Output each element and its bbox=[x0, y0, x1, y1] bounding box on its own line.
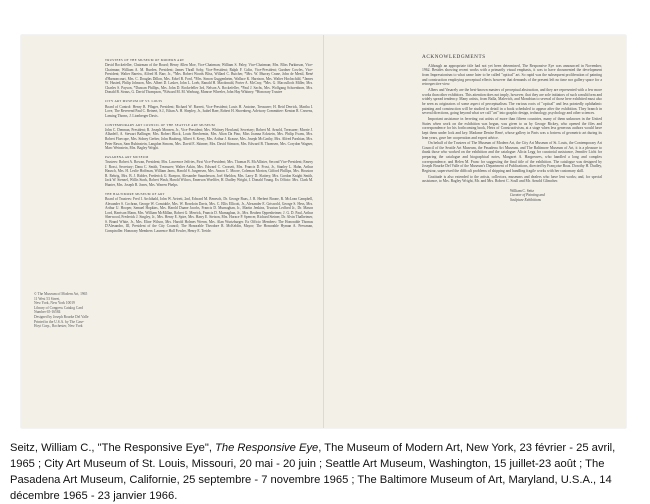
copyright-line: Printed in the U.S.A. by The Case- bbox=[34, 319, 85, 324]
acknowledgments-block bbox=[422, 55, 602, 202]
signature-title bbox=[510, 193, 602, 202]
section-body: Board of Trustees: Fred I. Archibald, John W. Avirett, 2nd, Edward M. Benesch, Dr. George Boas, J. R. Herbert Boone, R. McLean Campbell, Alexander S. Cochran, George W. Constable, Mrs. W. Bowdoin Davis, Mrs. C. Ellis Ellicott, Jr., Alexander E. Griswold, George S. Hess, Mrs. Arthur U. Hooper, Samuel Hopkins, Mrs. Harold Duane Jacobs, Francis D. Murnaghan, Jr., Martin Jenkins, Truxtun Ledford Jr., Dr. Mason Lord, Harrison Mann, Mrs. William McMillan, Robert G. Merrick, Francis D. Murnaghan, Jr., Mrs. Reuben Oppenheimer, J. G. D. Paul, Arthur Sherwood, Frederick J. Singley, Jr., Mrs. Henry E. Spire, Mrs. Harry E. Stetson, Mrs. Horace P. Spencer, Richard Steiner, Dr. Alvin Thalheimer, S. Brand White, Jr., Mrs. Eline Wilson, Mrs. Harold Holmes Wrenn, Mrs. Alan Wurtzburger. Ex Officio Members: The Honorable Thomas D'Alesandro, III, President of the City Council; The Honorable Theodore R. McKeldin, Mayor; The Honorable Hyman A. Pressman, Comptroller. Honorary Members: Laurence Hall Fowler, Henry E. Treide. bbox=[105, 197, 313, 234]
trustees-section-pasadena bbox=[105, 155, 313, 187]
section-heading: CONTEMPORARY ART COUNCIL OF THE SEATTLE ART MUSEUM bbox=[105, 122, 215, 127]
trustees-section-moma bbox=[105, 58, 313, 95]
right-page bbox=[324, 35, 626, 428]
caption-title-italic: The Responsive Eye bbox=[215, 442, 319, 454]
section-body: Trustees: Robert A. Rowan, President; Mrs. Lawrence Jeffries, First Vice-President; Mrs. Thomas B. McAllister, Second Vice-President; Emery J. Rossi, Secretary; Dana C. Smith, Treasurer; Walter Askin, Mrs. Edward C. Crossett, Mrs. Francis D. Frost, Jr., Stanley L. Hahn, Arthur Hausch, Mrs. H. Leslie Hoffman, William Janss, Harold S. Jurgensen, Mrs. Anson C. Moore, Coleman Morton, Gifford Phillips, Mrs. Houston R. Rehrig, Mrs. B. J. Ridder, Frederick G. Runyon, Alexander Saunderson, Joel Sheldon, Mrs. Larry D. Slattery, Mrs. Gordon Knight Smith, Jack W. Stenzel, Willis Stork, Robert Wash, Harold Wilcox, Emerson Woelffer, H. Dudley Wright, J. Donald Young. Ex Officio: Mrs. Clark M. Hunter, Mrs. Joseph B. Jones, Mrs. Warren Phelps. bbox=[105, 160, 313, 187]
section-heading: TRUSTEES OF THE MUSEUM OF MODERN ART bbox=[105, 58, 185, 62]
copyright-line: Hoyt Corp., Rochester, New York bbox=[34, 324, 83, 329]
signature-title-line: Curator of Painting and bbox=[510, 193, 545, 198]
ack-paragraph: Gratitude is also extended to the artists, collectors, museums and dealers who have lent works; and, for special assistance, to Mrs. Bagley Wright, Mr. and Mrs. Robert C. Scull and Mr. Arnold Glimcher. bbox=[422, 174, 602, 184]
ack-paragraph: Important assistance in ferreting out artists of more than fifteen countries, many of them unknown in the United States when work on the exhibition was begun, was given to us by George Rickey, who opened the files and correspondence for his forthcoming book, Heirs of Constructivism, at a stage when less generous authors would have kept them under lock and key. Madame Denise René, whose gallery in Paris was a fortress of geometric art during its lean years, gave her cooperation and expert advice. bbox=[422, 116, 602, 140]
catalogue-spread bbox=[21, 35, 626, 428]
caption-suffix: , The Museum of Modern Art, New York, 23 février - 25 avril, 1965 ; City Art Museum of St. Louis, Missouri, 20 mai - 20 juin ; Seattle Art Museum, Washington, 15 juillet-23 août ; The Pasadena Art Museum, Californie, 25 septembre - 7 novembre 1965 ; The Baltimore Museum of Art, Maryland, U.S.A., 14 décembre 1965 - 23 janvier 1966. bbox=[10, 442, 616, 502]
section-heading: THE BALTIMORE MUSEUM OF ART bbox=[105, 192, 165, 197]
trustees-section-baltimore bbox=[105, 192, 313, 234]
copyright-line: © The Museum of Modern Art, 1965 bbox=[34, 292, 88, 296]
section-heading: CITY ART MUSEUM OF ST. LOUIS bbox=[105, 99, 163, 104]
section-heading: PASADENA ART MUSEUM bbox=[105, 155, 149, 160]
section-body: John C. Denman, President; R. Joseph Monsen, Jr., Vice-President; Mrs. Whitney Howland, Secretary; Robert M. Arnold, Treasurer; Morrie J. Alhadeff, A. Stewart Ballinger, Mrs. Robert Block, Louis Brechemin, Mrs. Alton Da Pino, Miss Joanna Eckstein, Mrs. Philip Evans, Mrs. Robert Floecope, Mrs. Sidney Gerber, John Hauberg, Albert S. Kerry, Mrs. Arthur J. Krause, Mrs. Joseph McCarthy, Mrs. Alfred Parshian, Mrs. Peter Rawn, Sam Rubinstein, Langdon Simons, Mrs. David E. Skinner, Mrs. David Stimson, Mrs. Edward B. Thomsen, Mrs. Corydon Wagner, Marc Weinstein, Mrs. Bagley Wright. bbox=[105, 127, 313, 151]
left-page bbox=[21, 35, 323, 428]
image-caption bbox=[10, 440, 642, 504]
copyright-line: 11 West 53 Street, bbox=[34, 296, 61, 301]
copyright-line: Number 65-16584 bbox=[34, 310, 61, 315]
copyright-line: Library of Congress Catalog Card bbox=[34, 305, 83, 310]
trustees-column bbox=[105, 58, 313, 238]
copyright-line: Designed by Joseph Bourke Del Valle bbox=[34, 314, 89, 319]
ack-paragraph: On behalf of the Trustees of The Museum of Modern Art, the City Art Museum of St. Louis, the Contemporary Art Council of the Seattle Art Museum, the Pasadena Art Museum, and The Baltimore Museum of Art, it is a pleasure to thank those who worked on the exhibition and the catalogue: Alicia Legg for curatorial assistance, Jennifer Licht for preparing the catalogue and biographical notes, Margaret A. Hargreaves, who handled a long and complex correspondence, and Helen M. Franc for suggesting the final title of the exhibition. The catalogue was designed by Joseph Bourke Del Valle of the Museum's Department of Publications, directed by Françoise Boas. Dorothy H. Dudley, Registrar, supervised the difficult problems of shipping and handling fragile works with her customary skill. bbox=[422, 141, 602, 174]
signature-block bbox=[510, 189, 602, 202]
trustees-section-seattle bbox=[105, 123, 313, 151]
caption-prefix: Seitz, William C., "The Responsive Eye", bbox=[10, 442, 216, 454]
signature-name: William C. Seitz bbox=[510, 189, 534, 194]
acknowledgments-heading: ACKNOWLEDGMENTS bbox=[422, 54, 486, 60]
signature-title-line: Sculpture Exhibitions bbox=[510, 197, 541, 202]
copyright-block bbox=[34, 292, 96, 329]
section-body: Board of Control: Henry B. Pflager, President; Richard W. Barrett, Vice-President; Louis H. Antoine, Treasurer; H. Reid Derrick, Martha I. Love, The Reverend Paul C. Reinert, S.J., Ethan A. H. Shepley, Jr., Isabel Baer, Robert H. Shoenberg. Advisory Committee: Kenton R. Cravens, Lansing Thoms, J. Lionberger Davis. bbox=[105, 104, 313, 118]
copyright-line: New York, New York 10019 bbox=[34, 301, 75, 306]
ack-paragraph: Albers and Vasarely are the best-known masters of perceptual abstraction, and they are represented with a few more works than other exhibitors. This attention does not imply, however, that they are sole initiators of such a multiform and widely spread tendency. Many artists, from Balla, Malevich, and Mondrian to several of those here exhibited must also be seen as originators of some aspect of perceptualism. The various roots of "optical" and less pointedly ophthalmic painting and construction will be studied in detail in a book scheduled to appear after the exhibition. They branch in several directions, going beyond what we call "art" into graphic design, technology, psychology and other sciences. bbox=[422, 87, 602, 116]
section-body: David Rockefeller, Chairman of the Board; Henry Allen Moe, Vice-Chairman; William S. Paley, Vice-Chairman; Mrs. Bliss Parkinson, Vice-Chairman; William A. M. Burden, President; James Thrall Soby, Vice-President; Ralph F. Colin, Vice-President; Gardner Cowles, Vice-President; Walter Bareiss, Alfred H. Barr, Jr., *Mrs. Robert Woods Bliss, Willard C. Butcher, *Mrs. W. Murray Crane, John de Menil, René d'Harnoncourt, Mrs. C. Douglas Dillon, Mrs. Edsel B. Ford, *Mrs. Simon Guggenheim, Wallace K. Harrison, Mrs. Walter Hochschild, *James W. Husted, Philip Johnson, Mrs. Albert D. Lasker, John L. Loeb, Ranald H. Macdonald, Porter A. McCray, *Mrs. G. Macculloch Miller, Mrs. Charles S. Payson, *Duncan Phillips, Mrs. John D. Rockefeller 3rd, Nelson A. Rockefeller, *Paul J. Sachs, Mrs. Wolfgang Schoenborn, Mrs. Donald B. Straus, G. David Thompson, *Edward M. M. Warburg, Monroe Wheeler, John Hay Whitney. *Honorary Trustee bbox=[105, 63, 313, 95]
trustees-section-st-louis bbox=[105, 99, 313, 118]
ack-paragraph: Although an appropriate title had not yet been determined, The Responsive Eye was announced in November, 1962. Besides showing recent works with a primarily visual emphasis, it was to have documented the development from Impressionism to what came later to be called "optical" art. So rapid was the subsequent proliferation of painting and construction employing perceptual effects however that demands of the present left no time nor gallery space for a retrospective view. bbox=[422, 63, 602, 87]
